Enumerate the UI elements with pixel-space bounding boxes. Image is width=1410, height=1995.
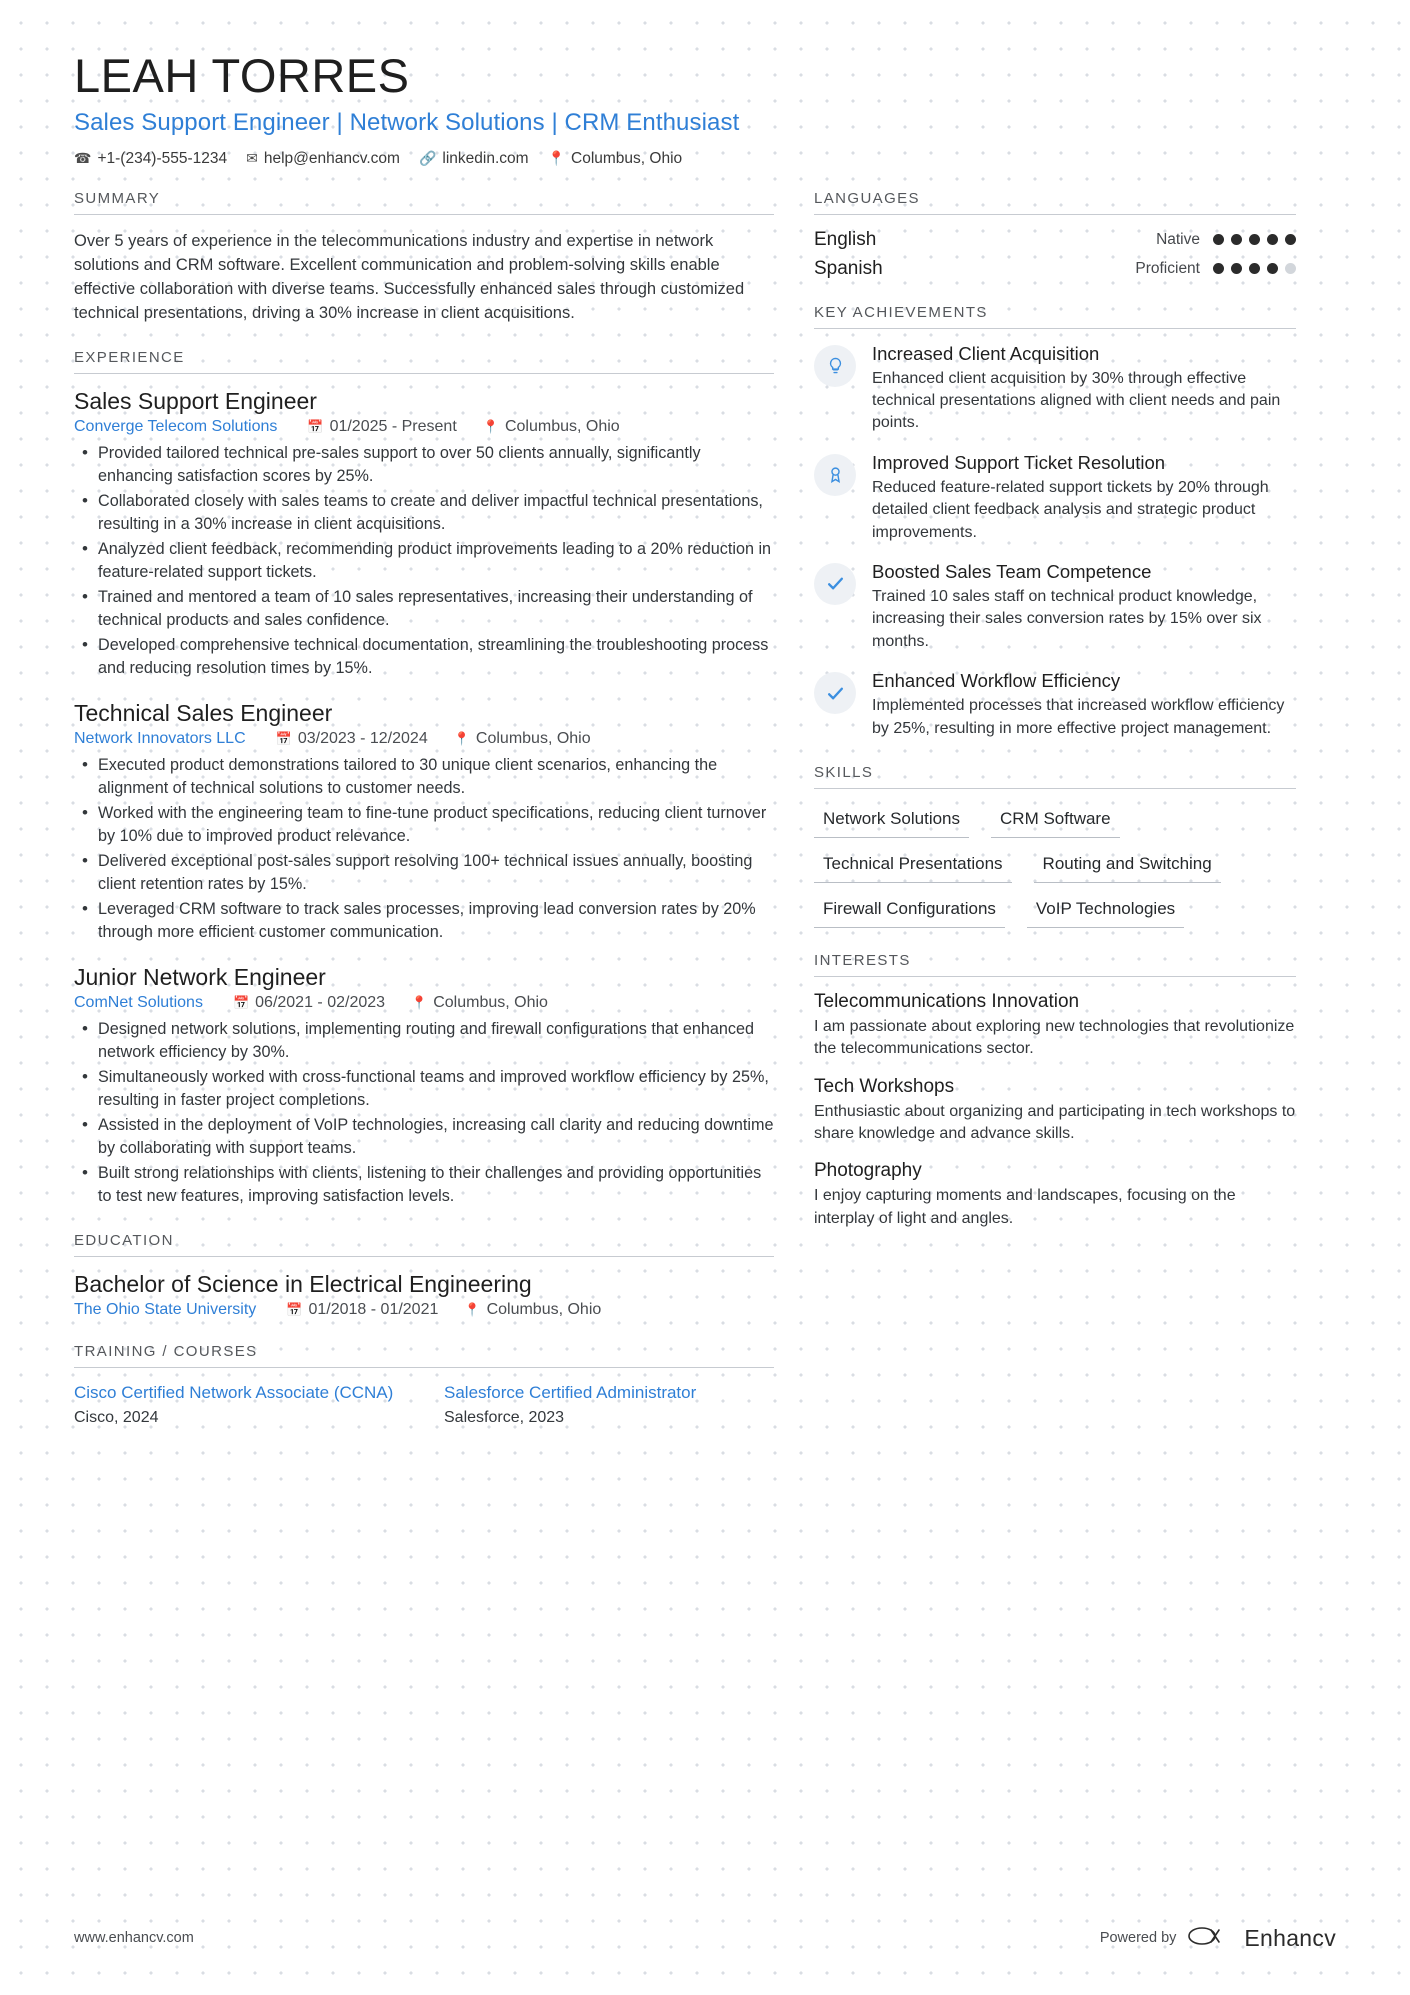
language-name: Spanish: [814, 257, 883, 279]
footer-website[interactable]: www.enhancv.com: [74, 1930, 194, 1946]
rating-dot: [1285, 234, 1296, 245]
achievements-section-title: KEY ACHIEVEMENTS: [814, 304, 1296, 329]
achievement-title: Increased Client Acquisition: [872, 342, 1100, 364]
job-bullet: • Trained and mentored a team of 10 sales representatives, increasing their understanding of technical products and sales confidence.: [96, 586, 774, 632]
experience-item: [74, 388, 774, 680]
calendar-icon: 📅: [232, 994, 250, 1010]
skills-list: [814, 803, 1296, 928]
skills-section-title: SKILLS: [814, 764, 1296, 789]
resume-header: [74, 50, 1336, 168]
job-title: Sales Support Engineer: [74, 387, 317, 414]
job-meta: [74, 994, 774, 1012]
rating-dot: [1267, 263, 1278, 274]
achievement-title: Boosted Sales Team Competence: [872, 560, 1152, 582]
page-title: LEAH TORRES: [74, 49, 410, 102]
link-icon: 🔗: [418, 150, 437, 167]
achievement-title: Improved Support Ticket Resolution: [872, 451, 1166, 473]
job-location-text: Columbus, Ohio: [433, 993, 548, 1011]
education-section-title: EDUCATION: [74, 1232, 774, 1257]
location-pin-icon: 📍: [482, 418, 499, 434]
job-dates-text: 03/2023 - 12/2024: [297, 729, 428, 747]
job-location: [483, 418, 620, 436]
achievement-item: [814, 670, 1296, 740]
job-bullet: • Assisted in the deployment of VoIP technologies, increasing call clarity and reducing downtime by collaborating with support teams.: [96, 1114, 774, 1160]
enhancv-logo-icon: [1187, 1923, 1233, 1953]
footer-brand: [1100, 1923, 1336, 1953]
job-bullet: • Worked with the engineering team to fine-tune product specifications, reducing client turnover by 10% due to improved product relevance.: [96, 802, 774, 848]
calendar-icon: 📅: [286, 1301, 303, 1317]
headline: Sales Support Engineer | Network Solutions | CRM Enthusiast: [74, 108, 740, 136]
training-list: [74, 1382, 774, 1427]
rating-dot: [1285, 263, 1296, 274]
section-training: [74, 1343, 774, 1427]
education-meta: [74, 1301, 774, 1319]
training-item: [74, 1382, 404, 1427]
calendar-icon: 📅: [307, 418, 324, 434]
powered-by-label: Powered by: [1099, 1930, 1177, 1946]
rating-dot: [1249, 234, 1260, 245]
interest-item: [814, 1160, 1296, 1230]
education-dates-text: 01/2018 - 01/2021: [308, 1300, 439, 1318]
achievement-desc: Trained 10 sales staff on technical product knowledge, increasing their sales conversion rates by 15% over six months.: [872, 587, 1262, 650]
training-section-title: TRAINING / COURSES: [74, 1343, 774, 1368]
job-dates: [276, 730, 428, 748]
job-title: Technical Sales Engineer: [74, 699, 333, 726]
job-bullet: • Developed comprehensive technical documentation, streamlining the troubleshooting process and reducing resolution times by 15%.: [96, 634, 774, 680]
achievement-desc: Implemented processes that increased workflow efficiency by 25%, resulting in more effective project management.: [872, 697, 1285, 737]
education-location: [464, 1301, 601, 1319]
check-icon: [814, 563, 856, 605]
award-icon: [814, 454, 856, 496]
training-provider: Salesforce, 2023: [444, 1408, 565, 1426]
education-dates: [286, 1301, 438, 1319]
interests-section-title: INTERESTS: [814, 952, 1296, 977]
rating-dot: [1267, 234, 1278, 245]
education-item: [74, 1271, 774, 1319]
job-dates: [233, 994, 385, 1012]
skill-chip: Firewall Configurations: [814, 893, 1005, 928]
section-education: [74, 1232, 774, 1319]
job-bullet: • Leveraged CRM software to track sales processes, improving lead conversion rates by 20% through more efficient customer communication.: [96, 898, 774, 944]
experience-section-title: EXPERIENCE: [74, 349, 774, 374]
location-pin-icon: 📍: [411, 994, 428, 1010]
job-bullet: • Analyzed client feedback, recommending product improvements leading to a 20% reduction in feature-related support tickets.: [96, 538, 774, 584]
rating-dot: [1213, 234, 1224, 245]
interest-title: Tech Workshops: [814, 1075, 955, 1097]
language-name: English: [814, 228, 877, 250]
summary-section-title: SUMMARY: [74, 190, 774, 215]
interest-desc: I enjoy capturing moments and landscapes, focusing on the interplay of light and angles.: [814, 1187, 1236, 1227]
interest-title: Photography: [814, 1160, 922, 1182]
skill-chip: Routing and Switching: [1034, 848, 1221, 883]
check-icon: [814, 672, 856, 714]
job-location: [411, 994, 548, 1012]
job-company[interactable]: Network Innovators LLC: [74, 729, 246, 747]
training-name[interactable]: Cisco Certified Network Associate (CCNA): [74, 1382, 394, 1402]
language-rating: [1213, 234, 1296, 245]
job-company[interactable]: Converge Telecom Solutions: [74, 417, 278, 435]
section-interests: [814, 952, 1296, 1230]
experience-item: [74, 964, 774, 1208]
job-bullets: [74, 754, 774, 944]
achievement-desc: Enhanced client acquisition by 30% through effective technical presentations aligned with client needs and pain points.: [872, 369, 1281, 432]
left-column: [74, 190, 814, 1451]
job-bullet: • Designed network solutions, implementing routing and firewall configurations that enhanced network efficiency by 30%.: [96, 1018, 774, 1064]
job-dates: [307, 418, 456, 436]
interest-item: [814, 991, 1296, 1061]
contact-email[interactable]: [246, 150, 400, 168]
calendar-icon: 📅: [275, 730, 292, 746]
section-skills: [814, 764, 1296, 928]
phone-icon: ☎: [74, 150, 92, 167]
language-item: [814, 229, 1296, 251]
job-bullets: [74, 1018, 774, 1208]
section-summary: [74, 190, 774, 325]
job-meta: [74, 730, 774, 748]
job-bullet: • Executed product demonstrations tailored to 30 unique client scenarios, enhancing the alignment of technical solutions to customer needs.: [96, 754, 774, 800]
achievement-item: [814, 452, 1296, 544]
training-item: [444, 1382, 774, 1427]
interest-desc: Enthusiastic about organizing and participating in tech workshops to share knowledge and advance skills.: [814, 1102, 1296, 1143]
right-column: [814, 190, 1296, 1451]
skill-chip: VoIP Technologies: [1027, 893, 1184, 928]
summary-text: Over 5 years of experience in the telecommunications industry and expertise in network solutions and CRM software. Excellent communication and problem-solving skills enable effective collaboration with diverse teams. Successfully enhanced sales through customized technical presentations, driving a 30% increase in client acquisitions.: [74, 231, 745, 322]
education-degree: Bachelor of Science in Electrical Engineering: [74, 1270, 532, 1297]
job-title: Junior Network Engineer: [74, 963, 326, 990]
job-bullets: [74, 442, 774, 680]
rating-dot: [1213, 263, 1224, 274]
section-experience: [74, 349, 774, 1208]
skill-chip: Technical Presentations: [814, 848, 1012, 883]
achievement-item: [814, 343, 1296, 435]
interest-item: [814, 1076, 1296, 1146]
job-bullet: • Delivered exceptional post-sales support resolving 100+ technical issues annually, boosting client retention rates by 15%.: [96, 850, 774, 896]
job-dates-text: 06/2021 - 02/2023: [255, 993, 386, 1011]
language-item: [814, 258, 1296, 280]
brand-name: Enhancv: [1244, 1924, 1336, 1951]
experience-item: [74, 700, 774, 944]
email-icon: ✉: [246, 150, 258, 167]
achievement-title: Enhanced Workflow Efficiency: [872, 670, 1121, 692]
achievement-item: [814, 561, 1296, 653]
contact-list: [74, 150, 1336, 168]
job-location-text: Columbus, Ohio: [475, 729, 591, 747]
location-pin-icon: 📍: [453, 730, 470, 746]
job-meta: [74, 418, 774, 436]
rating-dot: [1231, 263, 1242, 274]
contact-phone-text: +1-(234)-555-1234: [97, 149, 228, 167]
contact-location: [548, 150, 683, 168]
job-location-text: Columbus, Ohio: [504, 417, 620, 435]
contact-email-text: help@enhancv.com: [263, 149, 400, 167]
contact-linkedin-text: linkedin.com: [442, 149, 529, 167]
contact-linkedin[interactable]: [419, 150, 529, 168]
job-bullet: • Simultaneously worked with cross-functional teams and improved workflow efficiency by 25%, resulting in faster project completions.: [96, 1066, 774, 1112]
interest-title: Telecommunications Innovation: [814, 990, 1080, 1012]
job-location: [454, 730, 591, 748]
education-school[interactable]: The Ohio State University: [74, 1300, 257, 1318]
skill-chip: Network Solutions: [814, 803, 969, 838]
rating-dot: [1231, 234, 1242, 245]
language-level: Proficient: [1135, 259, 1200, 277]
training-name[interactable]: Salesforce Certified Administrator: [444, 1382, 697, 1402]
language-rating: [1213, 263, 1296, 274]
contact-phone[interactable]: [74, 150, 227, 168]
job-bullet: • Provided tailored technical pre-sales support to over 50 clients annually, significantly enhancing satisfaction scores by 25%.: [96, 442, 774, 488]
languages-section-title: LANGUAGES: [814, 190, 1296, 215]
skill-chip: CRM Software: [991, 803, 1120, 838]
language-level: Native: [1156, 230, 1200, 248]
section-achievements: [814, 304, 1296, 740]
training-provider: Cisco, 2024: [74, 1408, 159, 1426]
job-bullet: • Collaborated closely with sales teams to create and deliver impactful technical presentations, resulting in a 30% increase in client acquisitions.: [96, 490, 774, 536]
education-location-text: Columbus, Ohio: [486, 1300, 602, 1318]
location-pin-icon: 📍: [464, 1301, 481, 1317]
section-languages: [814, 190, 1296, 280]
lightbulb-icon: [814, 345, 856, 387]
job-company[interactable]: ComNet Solutions: [74, 993, 203, 1011]
location-pin-icon: 📍: [547, 150, 565, 167]
achievement-desc: Reduced feature-related support tickets by 20% through detailed client feedback analysis and strategic product improvements.: [872, 478, 1269, 541]
job-bullet: • Built strong relationships with clients, listening to their challenges and providing opportunities to test new features, improving satisfaction levels.: [96, 1162, 774, 1208]
job-dates-text: 01/2025 - Present: [329, 417, 457, 435]
contact-location-text: Columbus, Ohio: [571, 149, 683, 167]
rating-dot: [1249, 263, 1260, 274]
page-footer: [74, 1923, 1336, 1953]
interest-desc: I am passionate about exploring new technologies that revolutionize the telecommunications sector.: [814, 1017, 1295, 1058]
